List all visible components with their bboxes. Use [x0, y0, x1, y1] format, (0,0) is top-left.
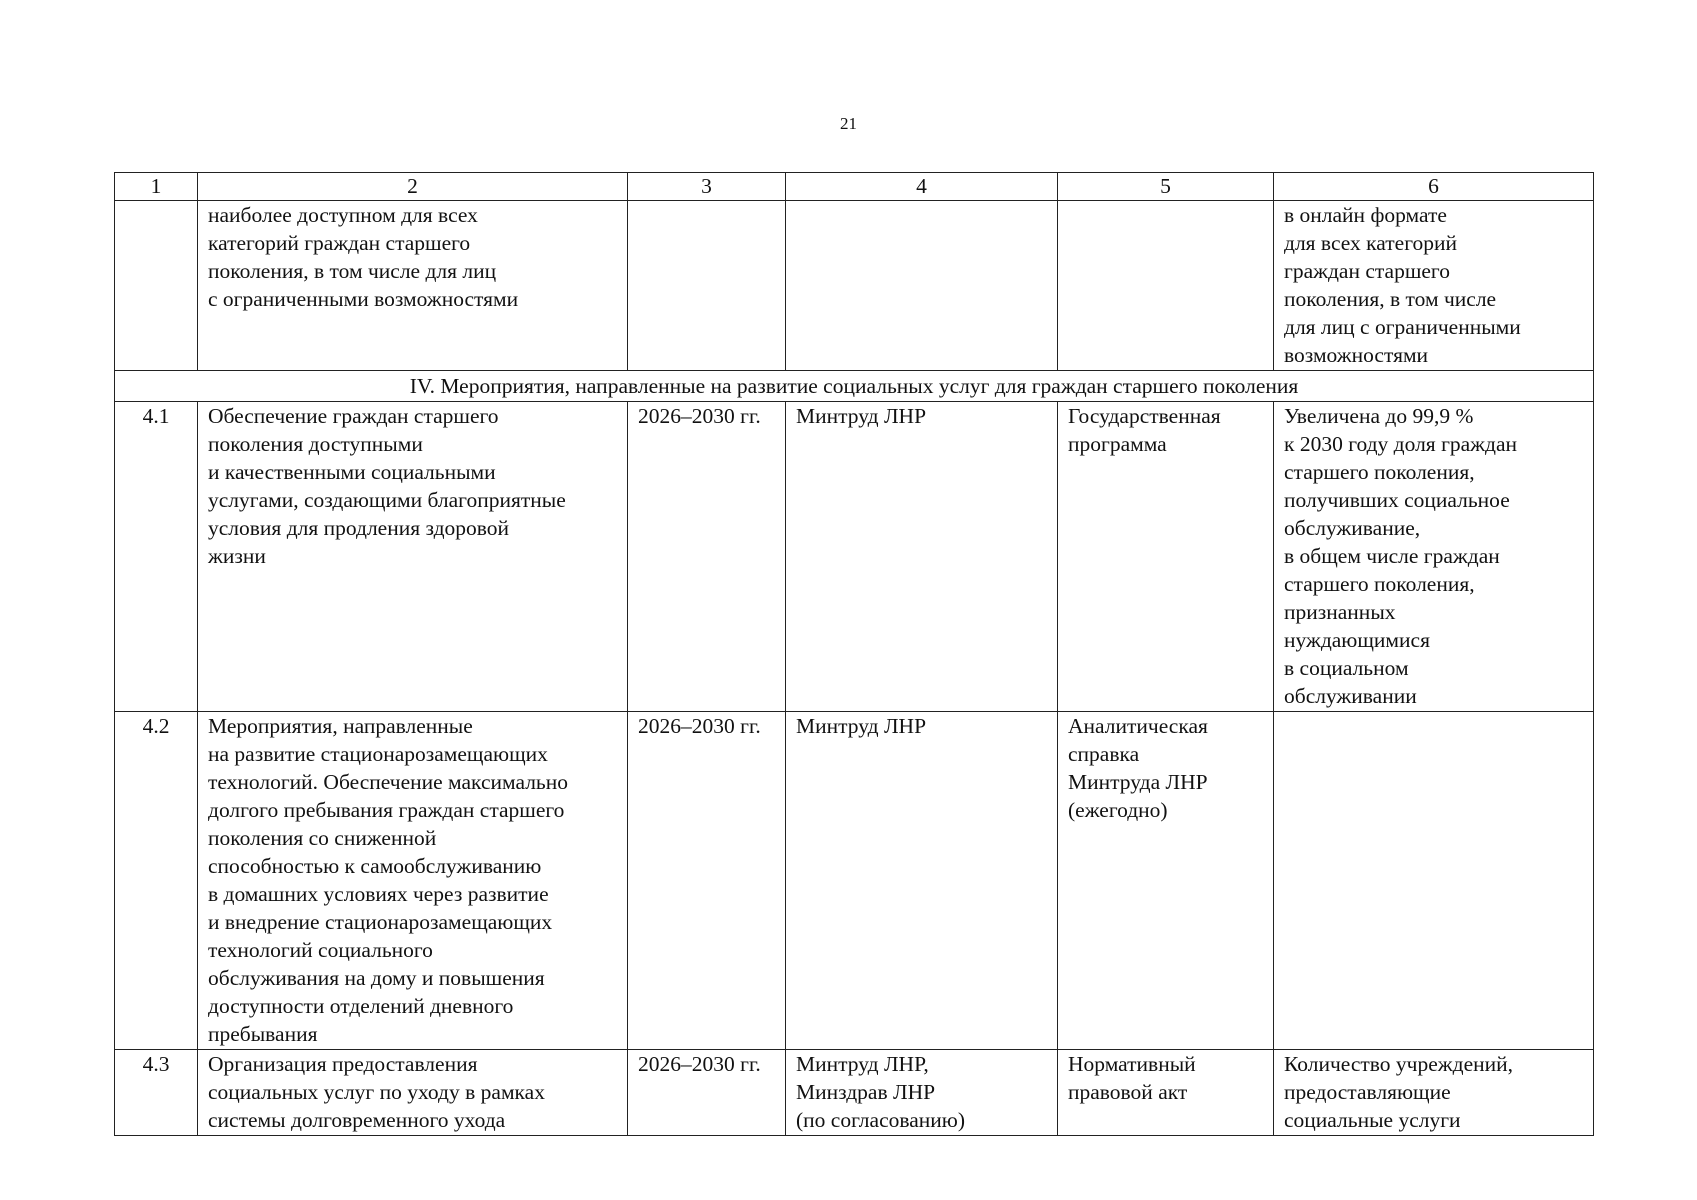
- table-row: [115, 712, 1594, 1050]
- event-cell: Мероприятия, направленные на развитие стационарозамещающих технологий. Обеспечение максимально долгого пребывания граждан старшего поколения со сниженной способностью к самообслуживанию в домашних условиях через развитие и внедрение стационарозамещающих технологий социального обслуживания на дому и повышения доступности отделений дневного пребывания: [198, 712, 628, 1050]
- executor-cell: Минтруд ЛНР: [786, 712, 1058, 1050]
- column-header: 2: [198, 173, 628, 201]
- column-header: 5: [1058, 173, 1274, 201]
- period-cell: 2026–2030 гг.: [628, 712, 786, 1050]
- executor-cell: [786, 201, 1058, 371]
- column-header: 6: [1274, 173, 1594, 201]
- column-header-row: [115, 173, 1594, 201]
- row-number-cell: 4.3: [115, 1050, 198, 1136]
- period-cell: [628, 201, 786, 371]
- column-header: 3: [628, 173, 786, 201]
- event-cell: наиболее доступном для всех категорий граждан старшего поколения, в том числе для лиц с ограниченными возможностями: [198, 201, 628, 371]
- event-cell: Организация предоставления социальных услуг по уходу в рамках системы долговременного ухода: [198, 1050, 628, 1136]
- section-title: IV. Мероприятия, направленные на развитие социальных услуг для граждан старшего поколения: [115, 371, 1594, 402]
- period-cell: 2026–2030 гг.: [628, 1050, 786, 1136]
- column-header: 4: [786, 173, 1058, 201]
- document-cell: Нормативный правовой акт: [1058, 1050, 1274, 1136]
- executor-cell: Минтруд ЛНР: [786, 402, 1058, 712]
- page-number: 21: [840, 114, 857, 133]
- row-number-cell: [115, 201, 198, 371]
- column-header: 1: [115, 173, 198, 201]
- table-row: [115, 402, 1594, 712]
- section-row: [115, 371, 1594, 402]
- document-cell: Аналитическая справка Минтруда ЛНР (ежегодно): [1058, 712, 1274, 1050]
- table-row: [115, 201, 1594, 371]
- period-cell: 2026–2030 гг.: [628, 402, 786, 712]
- result-cell: в онлайн формате для всех категорий граждан старшего поколения, в том числе для лиц с ограниченными возможностями: [1274, 201, 1594, 371]
- document-cell: [1058, 201, 1274, 371]
- row-number-cell: 4.2: [115, 712, 198, 1050]
- row-number-cell: 4.1: [115, 402, 198, 712]
- result-cell: [1274, 712, 1594, 1050]
- event-cell: Обеспечение граждан старшего поколения доступными и качественными социальными услугами, создающими благоприятные условия для продления здоровой жизни: [198, 402, 628, 712]
- result-cell: Увеличена до 99,9 % к 2030 году доля граждан старшего поколения, получивших социальное обслуживание, в общем числе граждан старшего поколения, признанных нуждающимися в социальном обслуживании: [1274, 402, 1594, 712]
- table-row: [115, 1050, 1594, 1136]
- result-cell: Количество учреждений, предоставляющие социальные услуги: [1274, 1050, 1594, 1136]
- activities-table: [114, 172, 1594, 1136]
- executor-cell: Минтруд ЛНР, Минздрав ЛНР (по согласованию): [786, 1050, 1058, 1136]
- document-cell: Государственная программа: [1058, 402, 1274, 712]
